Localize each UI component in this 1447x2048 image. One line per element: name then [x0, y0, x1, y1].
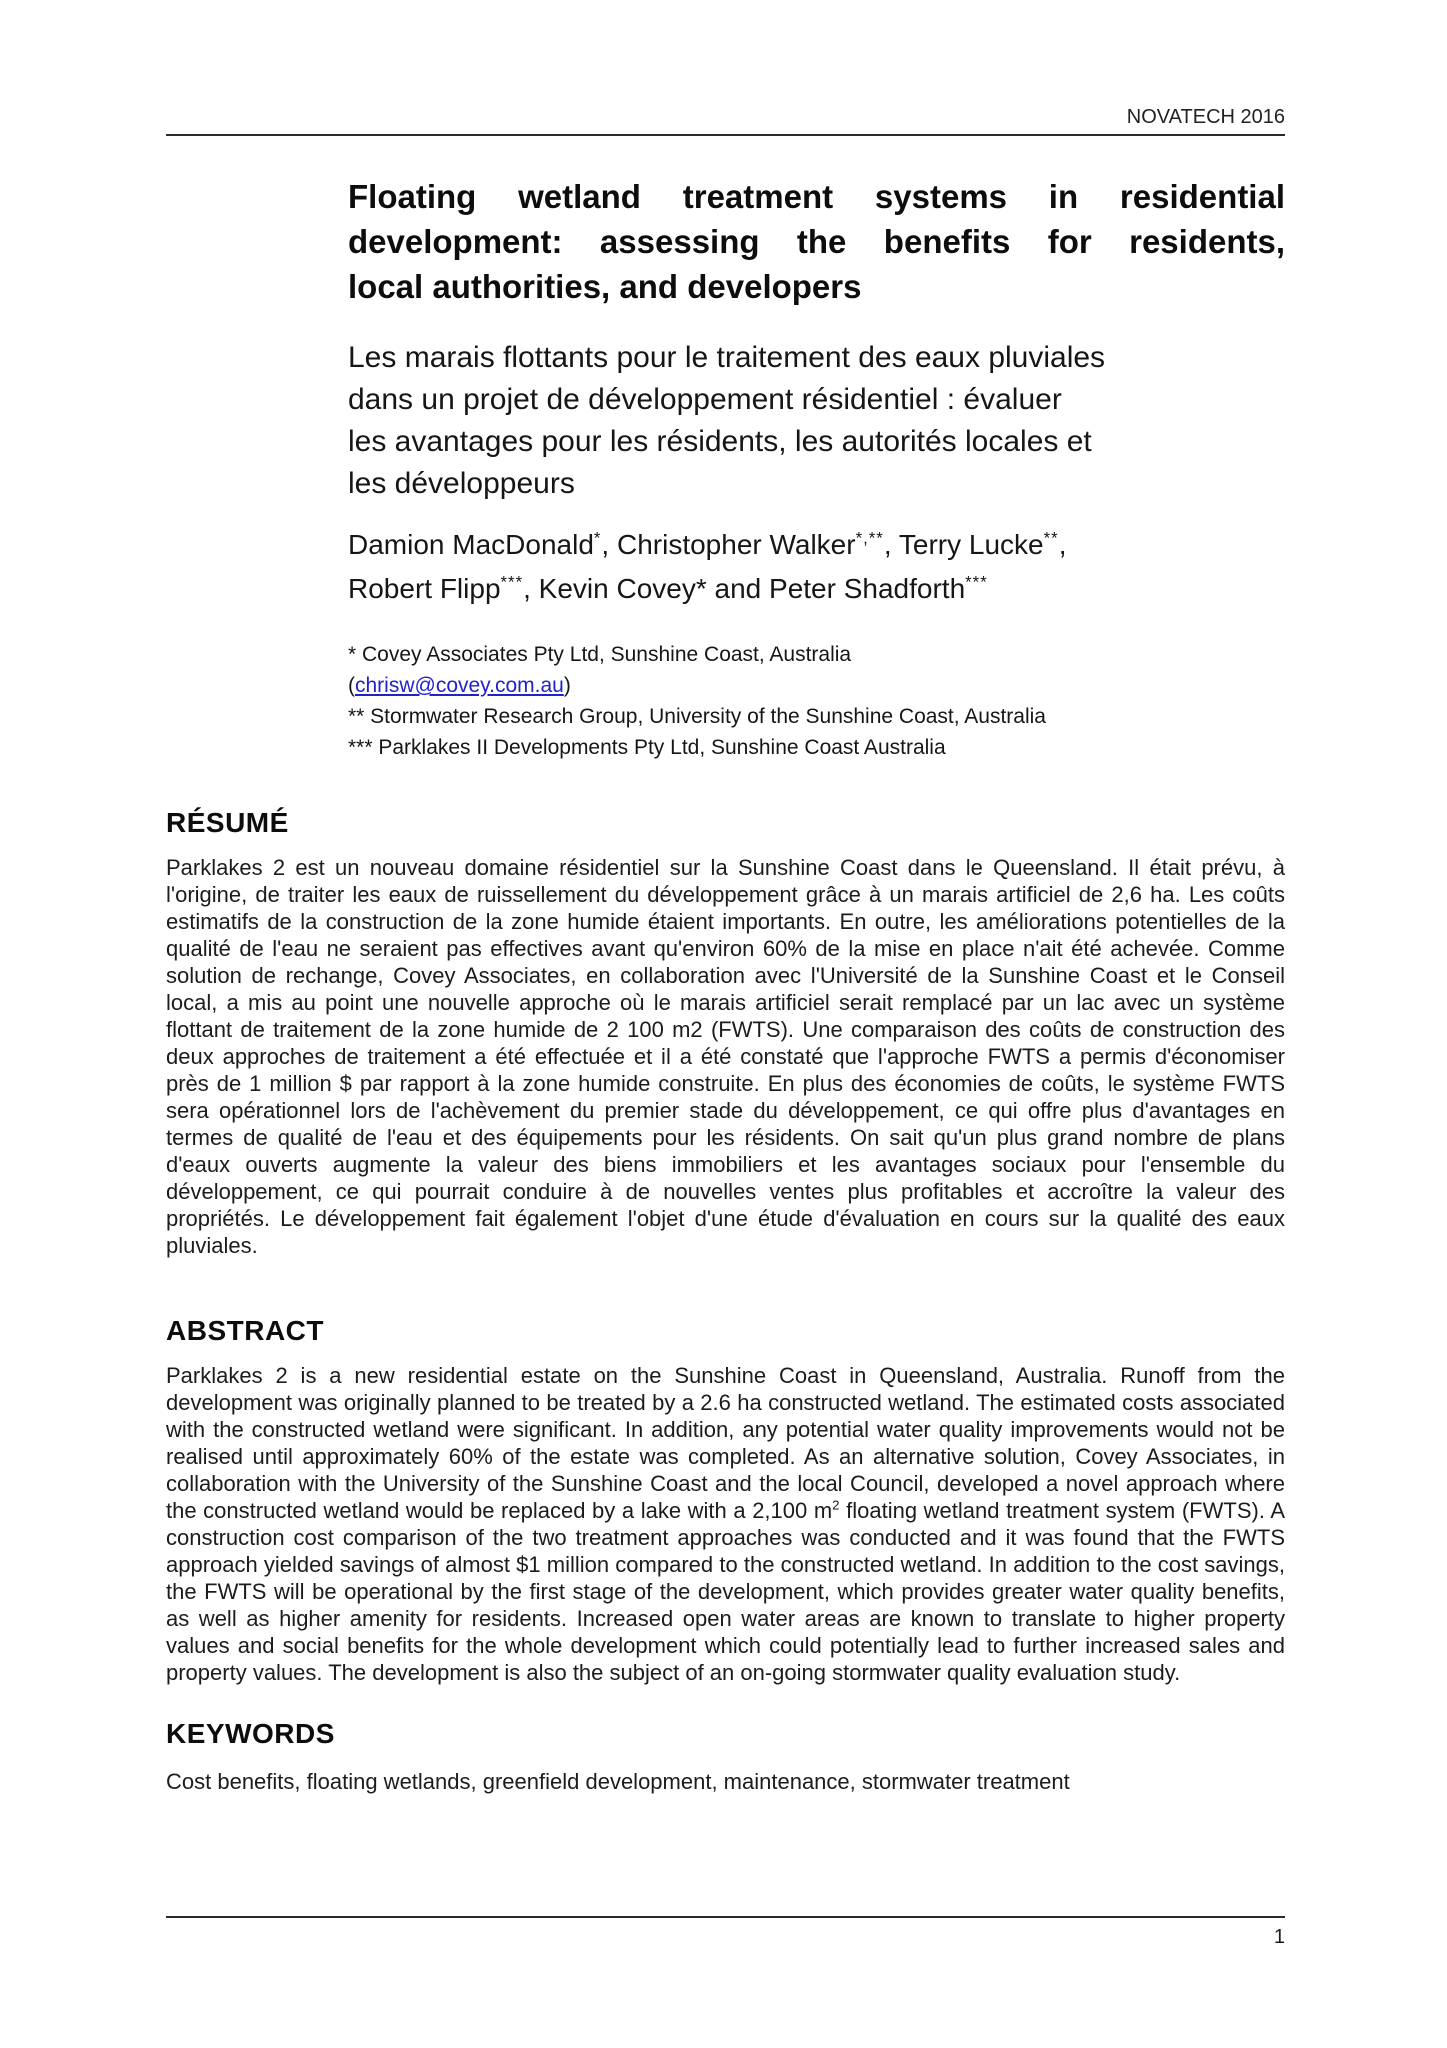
conference-label: NOVATECH 2016 [1126, 106, 1285, 128]
authors-line-1 [348, 523, 1285, 567]
author-affiliation-marker: *** [500, 572, 524, 592]
abstract-heading: ABSTRACT [166, 1315, 324, 1346]
keywords-body: Cost benefits, floating wetlands, greenfield development, maintenance, stormwater treatment [166, 1769, 1070, 1794]
superscript-2: 2 [832, 1497, 840, 1513]
paper-title-english [348, 174, 1285, 309]
section-abstract [166, 1315, 1285, 1686]
title-english-line: Floating wetland treatment systems in residential [348, 178, 1285, 215]
author-name: Robert Flipp [348, 573, 501, 604]
affiliations [348, 639, 1285, 763]
affiliation-entry: *** Parklakes II Developments Pty Ltd, Sunshine Coast Australia [348, 736, 946, 759]
page-number: 1 [1273, 1926, 1285, 1948]
title-french-line: les développeurs [348, 467, 575, 500]
email-link[interactable]: chrisw@covey.com.au [355, 674, 564, 697]
author-affiliation-marker: *,** [855, 528, 884, 548]
title-english-line: development: assessing the benefits for residents, [348, 223, 1285, 260]
paper-title-french [348, 337, 1285, 505]
title-french-line: dans un projet de développement résidentiel : évaluer [348, 383, 1062, 416]
author-name: , Terry Lucke [883, 529, 1044, 560]
section-keywords [166, 1718, 1285, 1795]
page-footer [166, 1916, 1285, 1949]
affiliation-entry: * Covey Associates Pty Ltd, Sunshine Coast, Australia [348, 643, 852, 666]
affiliation-email-line [348, 670, 1285, 701]
page-header [166, 0, 1285, 136]
authors-line-2 [348, 567, 1285, 611]
title-french-line: Les marais flottants pour le traitement des eaux pluviales [348, 341, 1106, 374]
title-french-line: les avantages pour les résidents, les autorités locales et [348, 425, 1092, 458]
resume-heading: RÉSUMÉ [166, 807, 289, 838]
keywords-heading: KEYWORDS [166, 1718, 335, 1749]
author-affiliation-marker: ** [1043, 528, 1059, 548]
paren-open: ( [348, 674, 355, 697]
author-name: , Kevin Covey* and Peter Shadforth [523, 573, 966, 604]
page-content [166, 174, 1285, 1795]
front-matter [348, 174, 1285, 763]
title-english-line: local authorities, and developers [348, 268, 862, 305]
author-separator: , [1058, 529, 1067, 560]
section-resume [166, 807, 1285, 1259]
author-name: , Christopher Walker [601, 529, 856, 560]
author-affiliation-marker: *** [965, 572, 988, 592]
affiliation-entry: ** Stormwater Research Group, University of the Sunshine Coast, Australia [348, 705, 1046, 728]
paren-close: ) [563, 674, 571, 697]
author-list [348, 523, 1285, 611]
abstract-text-start: Parklakes 2 is a new residential estate on the Sunshine Coast in Queensland, Australia. Runoff from the development was originally planned to be treated by a 2.6 ha constructed wetland. The estimated costs associated with the constructed wetland were significant. In addition, any potential water quality improvements would not be realised until approximately 60% of the estate was completed. As an alternative solution, Covey Associates, in collaboration with the University of the Sunshine Coast and the local Council, developed a novel approach where the constructed wetland would be replaced by a lake with a 2,100 m [166, 1363, 1285, 1523]
resume-body: Parklakes 2 est un nouveau domaine résidentiel sur la Sunshine Coast dans le Queensland. Il était prévu, à l'origine, de traiter les eaux de ruissellement du développement grâce à un marais artificiel de 2,6 ha. Les coûts estimatifs de la construction de la zone humide étaient importants. En outre, les améliorations potentielles de la qualité de l'eau ne seraient pas effectives avant qu'environ 60% de la mise en place n'ait été achevée. Comme solution de rechange, Covey Associates, en collaboration avec l'Université de la Sunshine Coast et le Conseil local, a mis au point une nouvelle approche où le marais artificiel serait remplacé par un lac avec un système flottant de traitement de la zone humide de 2 100 m2 (FWTS). Une comparaison des coûts de construction des deux approches de traitement a été effectuée et il a été constaté que l'approche FWTS a permis d'économiser près de 1 million $ par rapport à la zone humide construite. En plus des économies de coûts, le système FWTS sera opérationnel lors de l'achèvement du premier stade du développement, ce qui offre plus d'avantages en termes de qualité de l'eau et des équipements pour les résidents. On sait qu'un plus grand nombre de plans d'eaux ouverts augmente la valeur des biens immobiliers et les avantages sociaux pour l'ensemble du développement, ce qui pourrait conduire à de nouvelles ventes plus profitables et accroître la valeur des propriétés. Le développement fait également l'objet d'une étude d'évaluation en cours sur la qualité des eaux pluviales. [166, 855, 1285, 1258]
abstract-text-end: floating wetland treatment system (FWTS). A construction cost comparison of the two treatment approaches was conducted and it was found that the FWTS approach yielded savings of almost $1 million compared to the constructed wetland. In addition to the cost savings, the FWTS will be operational by the first stage of the development, which provides greater water quality benefits, as well as higher amenity for residents. Increased open water areas are known to translate to higher property values and social benefits for the whole development which could potentially lead to further increased sales and property values. The development is also the subject of an on-going stormwater quality evaluation study. [166, 1498, 1285, 1685]
author-name: Damion MacDonald [348, 529, 594, 560]
abstract-body [166, 1362, 1285, 1686]
author-affiliation-marker: * [593, 528, 602, 548]
